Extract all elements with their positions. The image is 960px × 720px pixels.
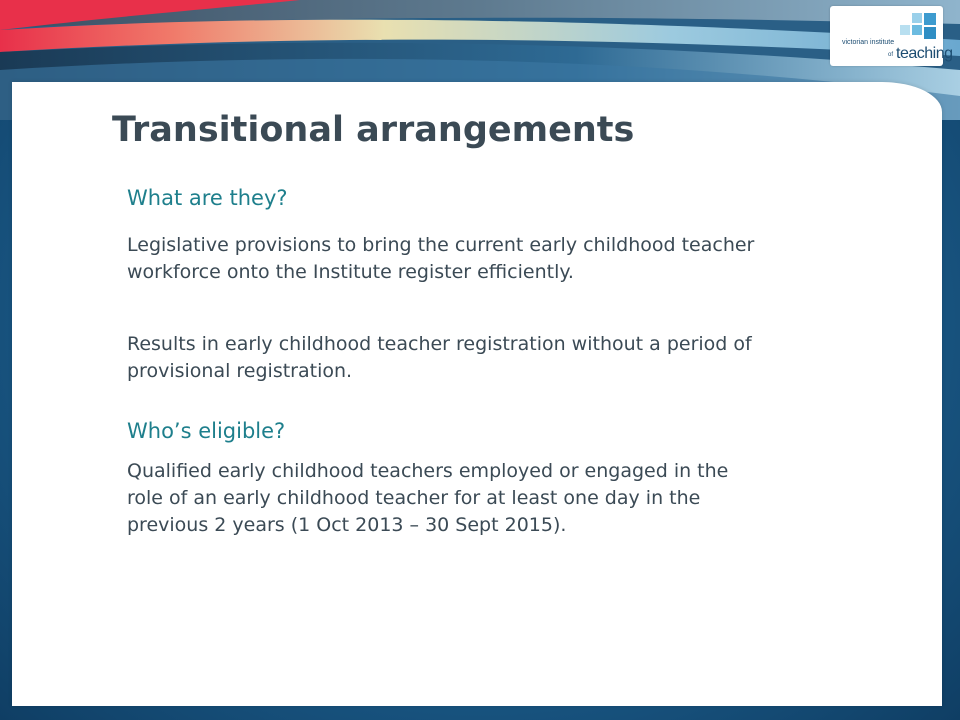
section-heading-who: Who’s eligible? [127,419,286,443]
slide-title: Transitional arrangements [112,110,635,150]
logo-text-line3: teaching [896,45,953,62]
section-heading-what: What are they? [127,186,288,210]
logo [830,6,953,66]
logo-mark-icon [900,13,936,45]
content-panel [12,82,942,706]
logo-text-line1: victorian institute [842,39,895,46]
section-paragraph-who-1: Qualified early childhood teachers employed or engaged in the role of an early childhood teacher for at least one day in the previous 2 years (1 Oct 2013 – 30 Sept 2015). [127,460,729,536]
section-paragraph-what-2: Results in early childhood teacher registration without a period of provisional registration. [127,333,752,382]
section-paragraph-what-1: Legislative provisions to bring the current early childhood teacher workforce onto the Institute register efficiently. [127,234,755,283]
logo-text-line2: of [888,52,894,58]
